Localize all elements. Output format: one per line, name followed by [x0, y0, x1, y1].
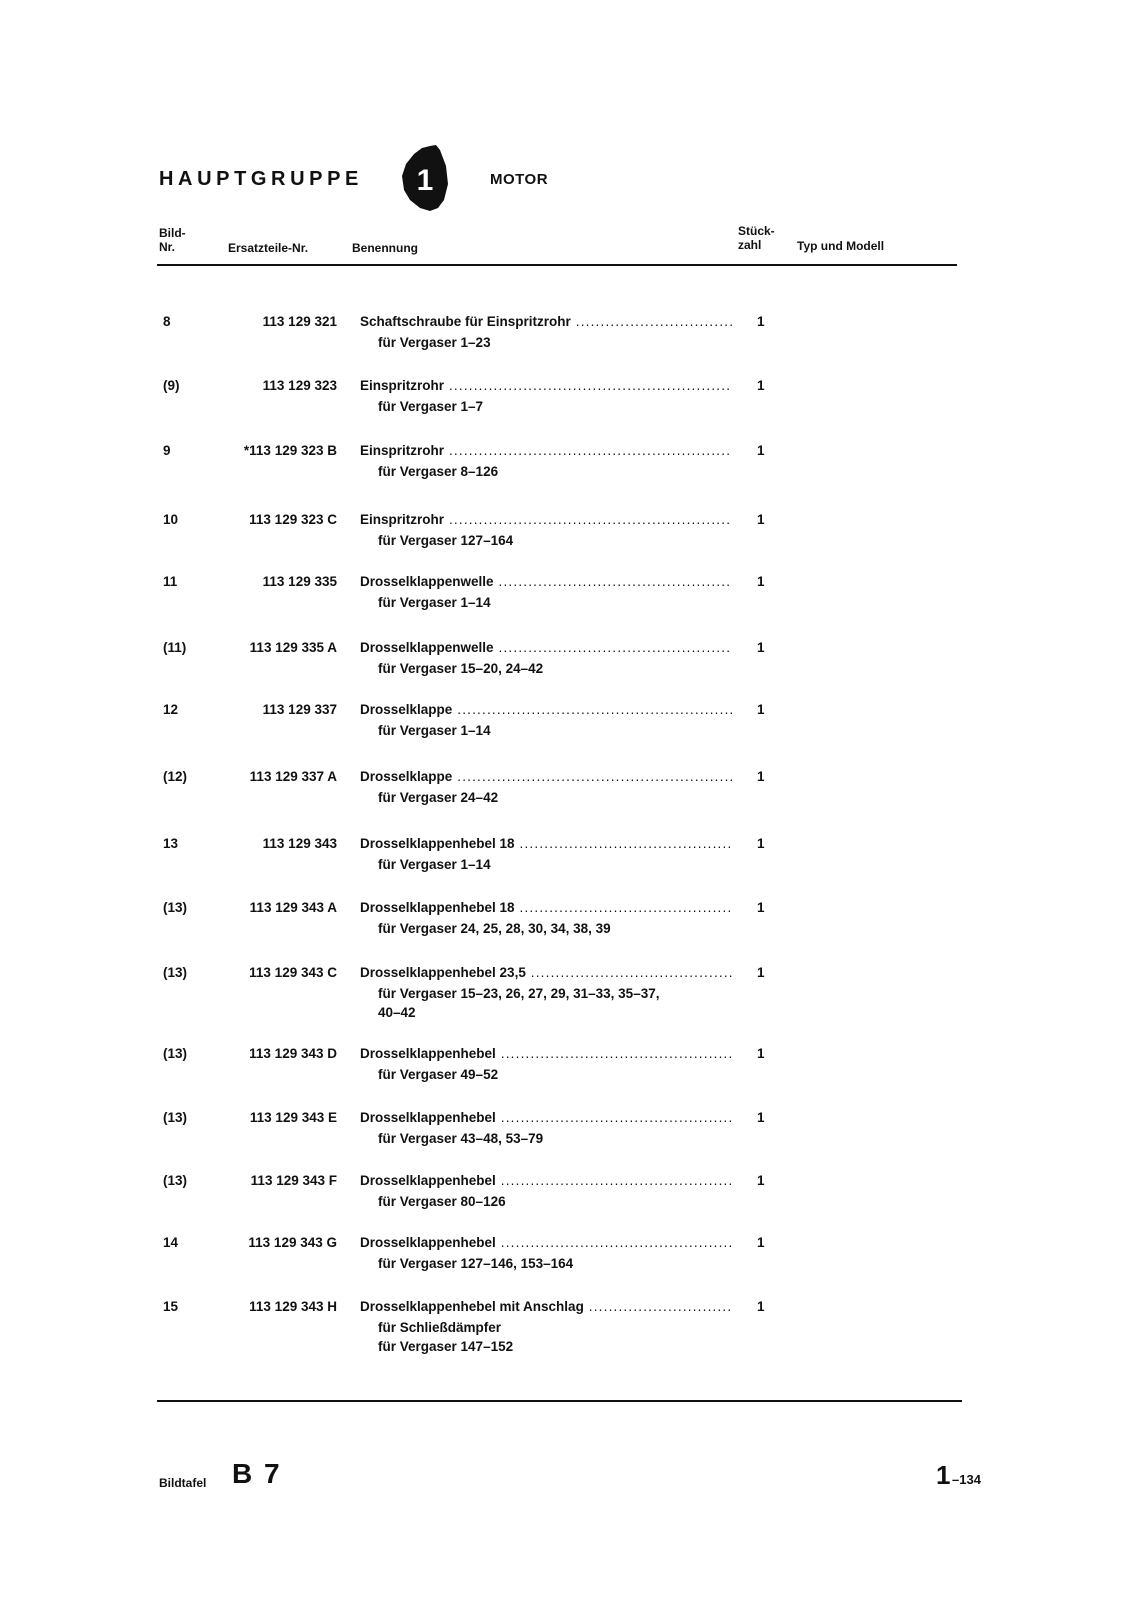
- part-note: für Vergaser 49–52: [378, 1067, 499, 1082]
- part-note: für Vergaser 8–126: [378, 464, 499, 479]
- part-number: 113 129 343: [262, 836, 337, 851]
- part-note: für Vergaser 43–48, 53–79: [378, 1131, 544, 1146]
- footer-label: Bildtafel: [159, 1476, 207, 1490]
- group-number: 1: [416, 164, 434, 197]
- group-name: MOTOR: [490, 171, 549, 188]
- quantity: 1: [757, 1235, 765, 1250]
- col-head-bild: [159, 226, 186, 254]
- part-name: Drosselklappenwelle .....: [360, 574, 732, 589]
- part-number: 113 129 335 A: [249, 640, 337, 655]
- col-head-name: Benennung: [352, 241, 418, 255]
- quantity: 1: [757, 1173, 765, 1188]
- part-number: 113 129 335: [262, 574, 337, 589]
- bild-number: (13): [163, 1046, 188, 1061]
- part-name: Einspritzrohr .....: [360, 378, 732, 393]
- part-name: Einspritzrohr .....: [360, 512, 732, 527]
- quantity: 1: [757, 314, 765, 329]
- part-note: 40–42: [378, 1005, 416, 1020]
- bild-number: 9: [163, 443, 171, 458]
- bild-number: 14: [163, 1235, 179, 1250]
- quantity: 1: [757, 1046, 765, 1061]
- part-number: 113 129 343 C: [249, 965, 337, 980]
- bild-number: 8: [163, 314, 171, 329]
- part-number: 113 129 343 D: [249, 1046, 337, 1061]
- group-badge-icon: [400, 144, 450, 212]
- quantity: 1: [757, 769, 765, 784]
- part-name: Drosselklappe .....: [360, 769, 732, 784]
- part-name: Drosselklappenwelle .....: [360, 640, 732, 655]
- group-badge: [400, 144, 450, 212]
- part-name: Drosselklappenhebel .....: [360, 1046, 732, 1061]
- col-head-part-no: Ersatzteile-Nr.: [228, 241, 309, 255]
- bild-number: 10: [163, 512, 179, 527]
- col-head-bild-line1: Bild-: [159, 226, 186, 240]
- part-name: Drosselklappe .....: [360, 702, 732, 717]
- part-number: 113 129 343 A: [249, 900, 337, 915]
- part-number: 113 129 337: [262, 702, 337, 717]
- part-note: für Vergaser 1–7: [378, 399, 484, 414]
- plate-number: B 7: [232, 1458, 282, 1489]
- quantity: 1: [757, 1110, 765, 1125]
- quantity: 1: [757, 900, 765, 915]
- part-note: für Vergaser 1–23: [378, 335, 491, 350]
- col-head-bild-line2: Nr.: [159, 240, 176, 254]
- part-note: für Vergaser 127–146, 153–164: [378, 1256, 574, 1271]
- bild-number: 11: [163, 574, 178, 589]
- page-title: HAUPTGRUPPE: [159, 168, 363, 190]
- bild-number: (13): [163, 965, 188, 980]
- part-name: Einspritzrohr .....: [360, 443, 732, 458]
- part-number: 113 129 323: [262, 378, 337, 393]
- page-number-main: 1: [936, 1460, 951, 1490]
- bild-number: (12): [163, 769, 188, 784]
- bild-number: (13): [163, 900, 188, 915]
- part-name: Drosselklappenhebel 18 .....: [360, 900, 732, 915]
- bild-number: (9): [163, 378, 180, 393]
- bild-number: 12: [163, 702, 179, 717]
- bild-number: (11): [163, 640, 187, 655]
- part-note: für Vergaser 80–126: [378, 1194, 506, 1209]
- part-number: 113 129 337 A: [249, 769, 337, 784]
- part-name: Drosselklappenhebel 18 .....: [360, 836, 732, 851]
- part-note: für Vergaser 1–14: [378, 723, 491, 738]
- col-head-model: Typ und Modell: [797, 239, 885, 253]
- part-number: 113 129 343 H: [249, 1299, 337, 1314]
- part-number: *113 129 323 B: [243, 443, 337, 458]
- part-note: für Vergaser 24, 25, 28, 30, 34, 38, 39: [378, 921, 611, 936]
- bild-number: (13): [163, 1173, 188, 1188]
- header-rule: [157, 264, 957, 266]
- quantity: 1: [757, 1299, 765, 1314]
- quantity: 1: [757, 574, 765, 589]
- part-note: für Vergaser 15–23, 26, 27, 29, 31–33, 35–37,: [378, 986, 660, 1001]
- part-note: für Vergaser 24–42: [378, 790, 499, 805]
- part-number: 113 129 321: [262, 314, 337, 329]
- part-name: Schaftschraube für Einspritzrohr .....: [360, 314, 732, 329]
- quantity: 1: [757, 443, 765, 458]
- quantity: 1: [757, 702, 765, 717]
- page-number-sub: –134: [952, 1472, 981, 1487]
- part-name: Drosselklappenhebel .....: [360, 1173, 732, 1188]
- part-note: für Schließdämpfer: [378, 1320, 502, 1335]
- part-note: für Vergaser 15–20, 24–42: [378, 661, 544, 676]
- col-head-qty-line2: zahl: [738, 238, 762, 252]
- col-head-qty: [738, 224, 775, 252]
- quantity: 1: [757, 640, 765, 655]
- footer-rule: [157, 1400, 962, 1402]
- part-note: für Vergaser 1–14: [378, 857, 491, 872]
- quantity: 1: [757, 836, 765, 851]
- bild-number: 13: [163, 836, 179, 851]
- part-name: Drosselklappenhebel .....: [360, 1235, 732, 1250]
- part-name: Drosselklappenhebel .....: [360, 1110, 732, 1125]
- part-number: 113 129 343 G: [248, 1235, 337, 1250]
- quantity: 1: [757, 512, 765, 527]
- part-number: 113 129 323 C: [249, 512, 337, 527]
- part-note: für Vergaser 147–152: [378, 1339, 514, 1354]
- part-name: Drosselklappenhebel mit Anschlag .....: [360, 1299, 732, 1314]
- part-number: 113 129 343 F: [250, 1173, 337, 1188]
- part-name: Drosselklappenhebel 23,5 .....: [360, 965, 732, 980]
- part-note: für Vergaser 1–14: [378, 595, 491, 610]
- bild-number: (13): [163, 1110, 188, 1125]
- part-note: für Vergaser 127–164: [378, 533, 514, 548]
- bild-number: 15: [163, 1299, 179, 1314]
- part-number: 113 129 343 E: [249, 1110, 337, 1125]
- col-head-qty-line1: Stück-: [738, 224, 775, 238]
- quantity: 1: [757, 965, 765, 980]
- quantity: 1: [757, 378, 765, 393]
